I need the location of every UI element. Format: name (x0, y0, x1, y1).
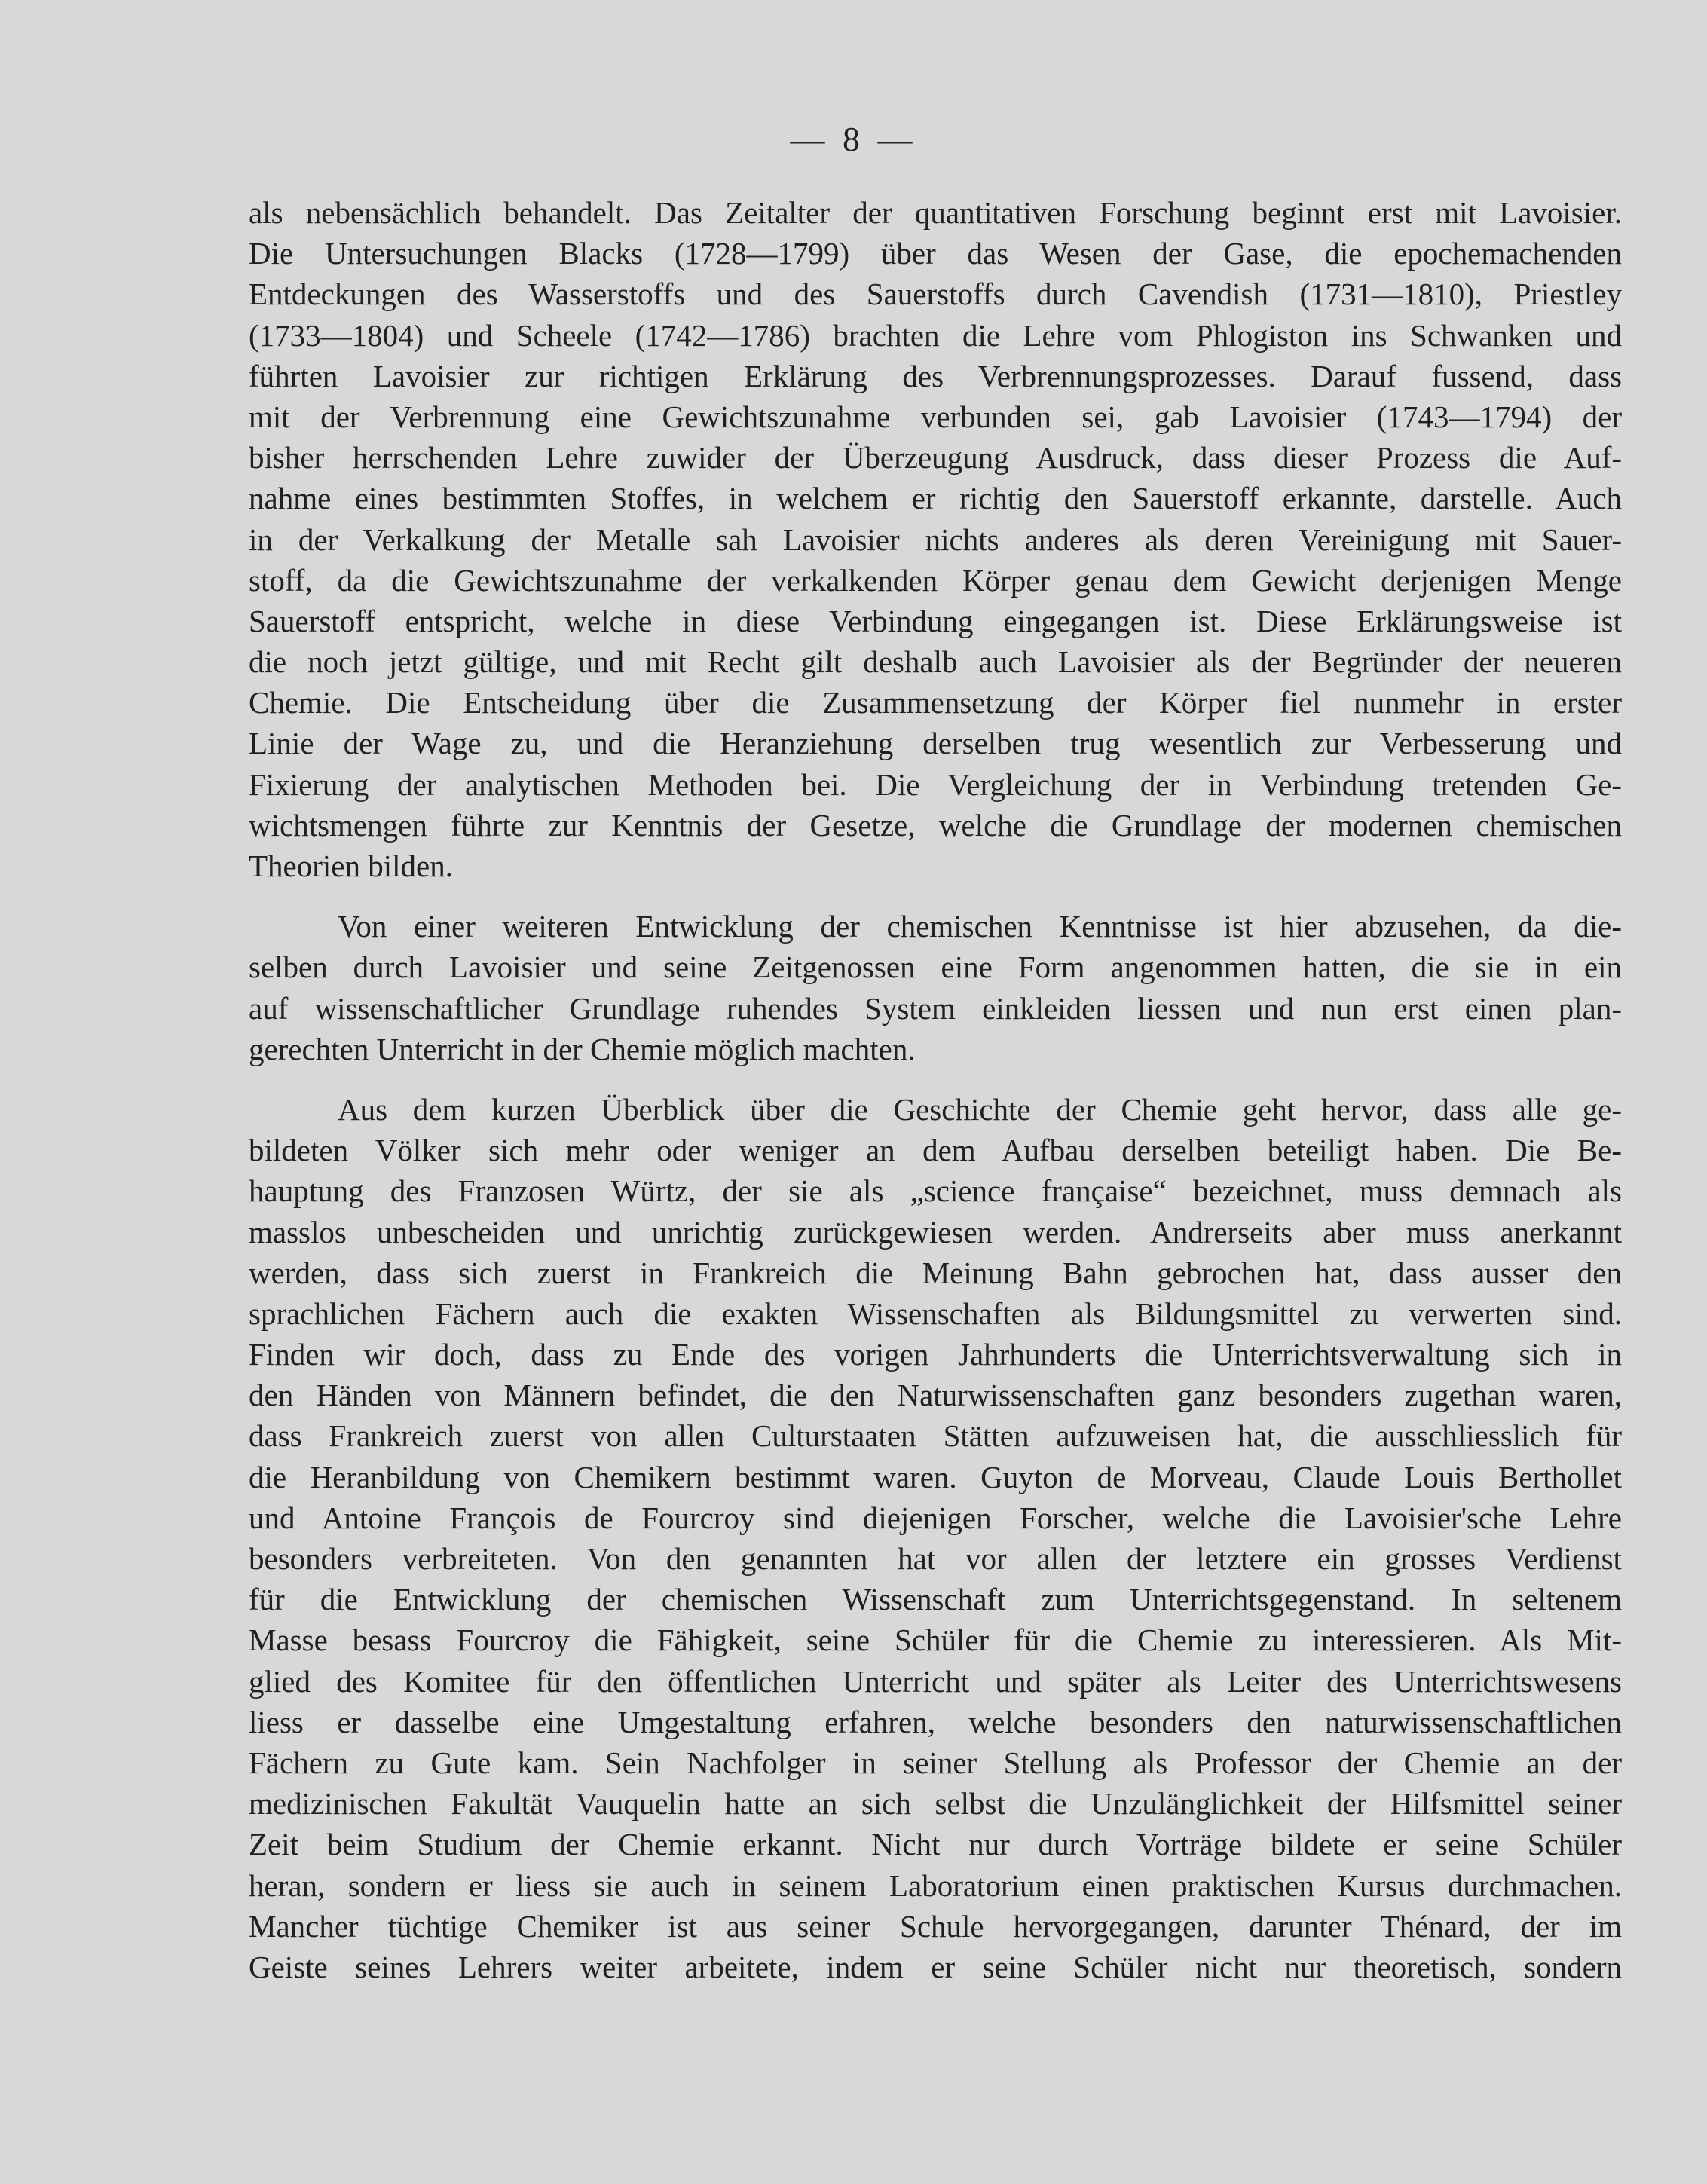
text-line: den Händen von Männern befindet, die den Naturwissenschaften ganz besonders zugethan waren, (249, 1378, 1622, 1413)
text-line: Geiste seines Lehrers weiter arbeitete, indem er seine Schüler nicht nur theoretisch, sondern (249, 1949, 1622, 1984)
text-line: bildeten Völker sich mehr oder weniger an dem Aufbau derselben beteiligt haben. Die Be- (249, 1133, 1622, 1168)
text-line: führten Lavoisier zur richtigen Erklärung des Verbrennungsprozesses. Darauf fussend, dass (249, 358, 1622, 393)
page-number: — 8 — (790, 120, 917, 158)
text-line: für die Entwicklung der chemischen Wissenschaft zum Unterrichtsgegenstand. In seltenem (249, 1582, 1622, 1617)
text-line: masslos unbescheiden und unrichtig zurückgewiesen werden. Andrerseits aber muss anerkannt (249, 1214, 1622, 1250)
paragraph-gap (249, 886, 1622, 906)
paragraph-3 (249, 1089, 1622, 1987)
text-line: Die Untersuchungen Blacks (1728—1799) über das Wesen der Gase, die epochemachenden (249, 236, 1622, 271)
text-line: Sauerstoff entspricht, welche in diese Verbindung eingegangen ist. Diese Erklärungsweise ist (249, 603, 1622, 638)
body-text (249, 192, 1622, 1987)
text-line: liess er dasselbe eine Umgestaltung erfahren, welche besonders den naturwissenschaftlichen (249, 1704, 1622, 1739)
text-line: Zeit beim Studium der Chemie erkannt. Nicht nur durch Vorträge bildete er seine Schüler (249, 1827, 1622, 1862)
text-line: als nebensächlich behandelt. Das Zeitalter der quantitativen Forschung beginnt erst mit Lavoisier. (249, 195, 1622, 230)
text-line: sprachlichen Fächern auch die exakten Wissenschaften als Bildungsmittel zu verwerten sind. (249, 1295, 1622, 1331)
text-line: auf wissenschaftlicher Grundlage ruhendes System einkleiden liessen und nun erst einen plan- (249, 990, 1622, 1026)
text-line: nahme eines bestimmten Stoffes, in welchem er richtig den Sauerstoff erkannte, darstelle. Auch (249, 481, 1622, 516)
text-line: Von einer weiteren Entwicklung der chemischen Kenntnisse ist hier abzusehen, da die- (338, 909, 1622, 944)
text-line: stoff, da die Gewichtszunahme der verkalkenden Körper genau dem Gewicht derjenigen Menge (249, 562, 1622, 598)
text-line: hauptung des Franzosen Würtz, der sie als „science française“ bezeichnet, muss demnach als (249, 1173, 1622, 1209)
text-line: heran, sondern er liess sie auch in seinem Laboratorium einen praktischen Kursus durchmachen. (249, 1867, 1622, 1903)
text-line: gerechten Unterricht in der Chemie möglich machten. (249, 1031, 916, 1066)
text-line: die Heranbildung von Chemikern bestimmt waren. Guyton de Morveau, Claude Louis Berthollet (249, 1459, 1622, 1494)
text-line: Finden wir doch, dass zu Ende des vorigen Jahrhunderts die Unterrichtsverwaltung sich in (249, 1337, 1622, 1372)
paragraph-gap (249, 1069, 1622, 1089)
text-line: Aus dem kurzen Überblick über die Geschichte der Chemie geht hervor, dass alle ge- (338, 1091, 1622, 1127)
text-line: in der Verkalkung der Metalle sah Lavoisier nichts anderes als deren Vereinigung mit Sauer- (249, 522, 1622, 557)
paragraph-1 (249, 192, 1622, 886)
text-line: Fächern zu Gute kam. Sein Nachfolger in seiner Stellung als Professor der Chemie an der (249, 1745, 1622, 1780)
text-line: Linie der Wage zu, und die Heranziehung derselben trug wesentlich zur Verbesserung und (249, 726, 1622, 761)
text-line: Mancher tüchtige Chemiker ist aus seiner Schule hervorgegangen, darunter Thénard, der im (249, 1908, 1622, 1944)
text-line: Theorien bilden. (249, 849, 453, 883)
text-line: werden, dass sich zuerst in Frankreich die Meinung Bahn gebrochen hat, dass ausser den (249, 1255, 1622, 1290)
text-line: Chemie. Die Entscheidung über die Zusammensetzung der Körper fiel nunmehr in erster (249, 685, 1622, 720)
text-line: besonders verbreiteten. Von den genannten hat vor allen der letztere ein grosses Verdienst (249, 1541, 1622, 1576)
text-line: Masse besass Fourcroy die Fähigkeit, seine Schüler für die Chemie zu interessieren. Als Mit- (249, 1623, 1622, 1658)
paragraph-2 (249, 906, 1622, 1069)
text-line: mit der Verbrennung eine Gewichtszunahme verbunden sei, gab Lavoisier (1743—1794) der (249, 399, 1622, 434)
text-line: selben durch Lavoisier und seine Zeitgenossen eine Form angenommen hatten, die sie in ein (249, 950, 1622, 985)
text-line: Fixierung der analytischen Methoden bei. Die Vergleichung der in Verbindung tretenden Ge- (249, 766, 1622, 802)
text-line: medizinischen Fakultät Vauquelin hatte an sich selbst die Unzulänglichkeit der Hilfsmittel seiner (249, 1786, 1622, 1822)
text-line: Entdeckungen des Wasserstoffs und des Sauerstoffs durch Cavendish (1731—1810), Priestley (249, 277, 1622, 312)
text-line: wichtsmengen führte zur Kenntnis der Gesetze, welche die Grundlage der modernen chemischen (249, 807, 1622, 843)
text-line: und Antoine François de Fourcroy sind diejenigen Forscher, welche die Lavoisier'sche Lehre (249, 1500, 1622, 1535)
text-line: bisher herrschenden Lehre zuwider der Überzeugung Ausdruck, dass dieser Prozess die Auf- (249, 440, 1622, 476)
text-line: (1733—1804) und Scheele (1742—1786) brachten die Lehre vom Phlogiston ins Schwanken und (249, 317, 1622, 353)
text-line: glied des Komitee für den öffentlichen Unterricht und später als Leiter des Unterrichtswesens (249, 1663, 1622, 1699)
text-line: dass Frankreich zuerst von allen Culturstaaten Stätten aufzuweisen hat, die ausschliesslich für (249, 1418, 1622, 1454)
text-line: die noch jetzt gültige, und mit Recht gilt deshalb auch Lavoisier als der Begründer der neueren (249, 644, 1622, 680)
